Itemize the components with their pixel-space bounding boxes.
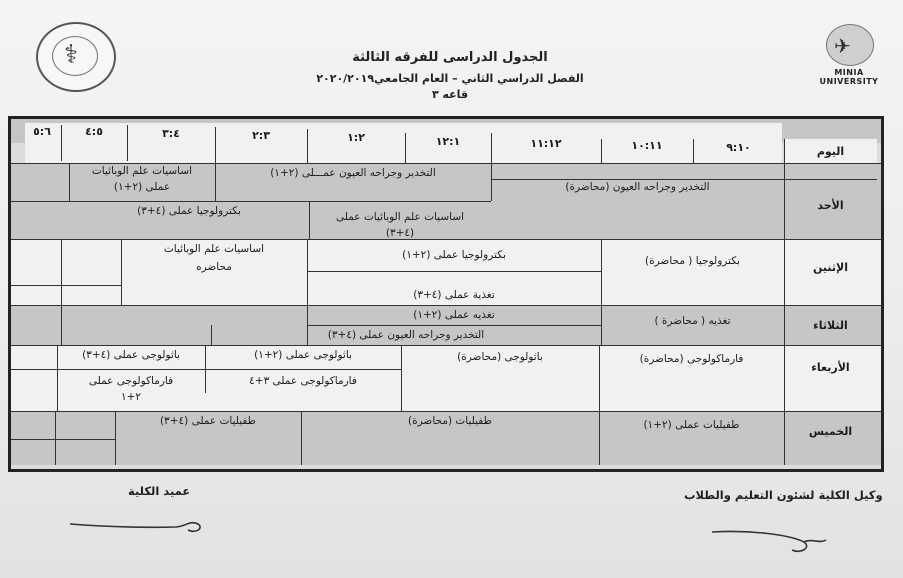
sunday-anesthesia-lecture: التخدير وجراحه العيون (محاضرة) xyxy=(565,181,710,193)
dean-signature xyxy=(66,512,216,542)
time-slot-3: ١١:١٢ xyxy=(530,137,562,150)
day-wednesday: الأربعاء xyxy=(811,361,850,374)
wednesday-pathology-lecture: باثولوجى (محاضرة) xyxy=(457,351,543,363)
time-slot-8: ٤:٥ xyxy=(85,125,103,138)
tuesday-nutrition-practical: تغذيه عملى (٢+١) xyxy=(413,309,495,321)
sunday-bacteriology-practical: بكترولوجيا عملى (٤+٣) xyxy=(137,205,241,217)
schedule-title: الجدول الدراسى للفرقه الثالثة xyxy=(352,50,548,65)
thursday-parasitology-practical-1: طفيليات عملى (٢+١) xyxy=(643,419,740,431)
sunday-epidemiology-line1: اساسيات علم الوبائيات xyxy=(91,165,193,177)
time-slot-4: ١٢:١ xyxy=(435,135,461,148)
day-column-header: اليوم xyxy=(816,145,845,158)
wednesday-pharmacology-lecture: فارماكولوجى (محاضرة) xyxy=(639,353,744,365)
day-tuesday: الثلاثاء xyxy=(813,319,848,332)
monday-epidemiology-line1: اساسيات علم الوبائيات xyxy=(163,243,265,255)
wednesday-pharmacology-practical-1: فارماكولوجى عملى ٣+٤ xyxy=(249,375,357,387)
time-slot-7: ٣:٤ xyxy=(162,127,180,140)
sunday-epidemiology-practical-line2: (٤+٣) xyxy=(385,227,415,239)
day-monday: الإثنين xyxy=(813,261,848,274)
monday-bacteriology-practical: بكترولوجيا عملى (٢+١) xyxy=(402,249,506,261)
eagle-icon: ✈ xyxy=(834,34,851,58)
time-slot-9: ٥:٦ xyxy=(33,125,51,138)
thursday-parasitology-lecture: طفيليات (محاضرة) xyxy=(408,415,492,427)
caduceus-icon: ⚕ xyxy=(64,40,79,70)
sunday-epidemiology-practical-line1: اساسيات علم الوبائيات عملى xyxy=(335,211,465,223)
dean-title: عميد الكلية xyxy=(128,484,191,498)
monday-nutrition-practical: تغذية عملى (٤+٣) xyxy=(413,289,495,301)
semester-subtitle: الفصل الدراسي الثاني – العام الجامعي٢٠٢٠/٢٠١٩ xyxy=(316,72,584,85)
wednesday-pharmacology-practical-2-line2: ٢+١ xyxy=(120,391,142,403)
monday-bacteriology-lecture: بكترولوجيا ( محاضرة) xyxy=(645,255,740,267)
time-slot-1: ٩:١٠ xyxy=(726,141,751,154)
hall-label: قاعه ٣ xyxy=(431,88,469,101)
university-logo xyxy=(812,24,886,86)
time-slot-5: ١:٢ xyxy=(347,131,365,144)
vice-dean-title: وكيل الكلية لشئون التعليم والطلاب xyxy=(684,488,883,502)
schedule-table xyxy=(8,116,884,472)
wednesday-pathology-practical-2: باثولوجى عملى (٤+٣) xyxy=(82,349,180,361)
faculty-logo xyxy=(36,22,116,92)
wednesday-pharmacology-practical-2-line1: فارماكولوجى عملى xyxy=(88,375,174,387)
university-name: MINIA UNIVERSITY xyxy=(819,68,879,86)
time-slot-6: ٢:٣ xyxy=(252,129,270,142)
tuesday-nutrition-lecture: تغذيه ( محاضرة ) xyxy=(654,315,731,327)
tuesday-anesthesia-practical: التخدير وجراحه العيون عملى (٤+٣) xyxy=(327,329,485,341)
time-slot-2: ١٠:١١ xyxy=(631,139,663,152)
wednesday-pathology-practical-1: باثولوجى عملى (٢+١) xyxy=(254,349,352,361)
sunday-anesthesia-practical: التخدير وجراحه العيون عمـــلى (٢+١) xyxy=(270,167,436,179)
monday-epidemiology-line2: محاضره xyxy=(196,261,232,273)
vice-dean-signature xyxy=(708,524,838,560)
thursday-parasitology-practical-2: طفيليات عملى (٤+٣) xyxy=(159,415,257,427)
day-thursday: الخميس xyxy=(808,425,853,438)
sunday-epidemiology-line2: عملى (٢+١) xyxy=(113,181,171,193)
day-sunday: الأحد xyxy=(817,199,844,212)
